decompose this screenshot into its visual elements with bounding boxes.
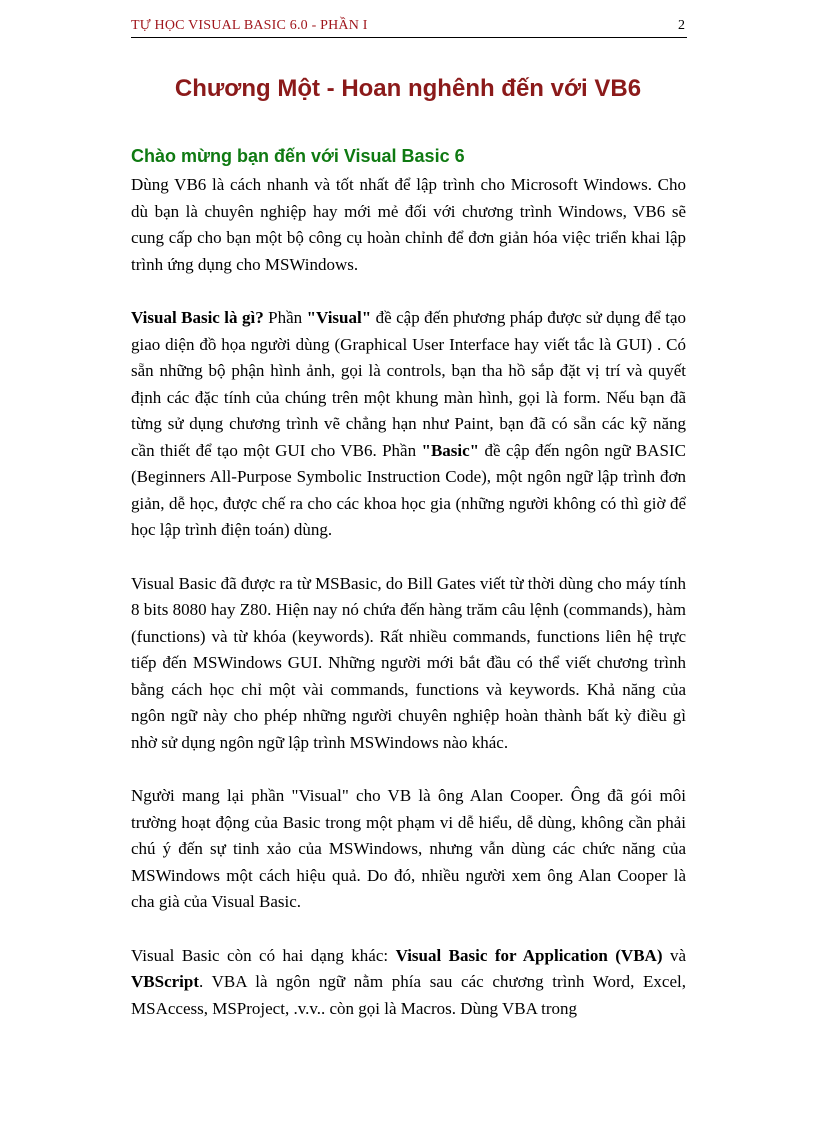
paragraph-intro: Dùng VB6 là cách nhanh và tốt nhất để lập trình cho Microsoft Windows. Cho dù bạn là chuyên nghiệp hay mới mẻ đối với chương trình Windows, VB6 sẽ cung cấp cho bạn một bộ công cụ hoàn chỉnh để đơn giản hóa việc triển khai lập trình ứng dụng cho MSWindows.: [131, 175, 686, 274]
bold-vba: Visual Basic for Application (VBA): [395, 945, 663, 965]
paragraph-text: . VBA là ngôn ngữ nằm phía sau các chương trình Word, Excel, MSAccess, MSProject, .v.v.. còn gọi là Macros. Dùng VBA trong: [131, 972, 686, 1018]
paragraph-text: Phần: [263, 308, 307, 327]
page-number: 2: [678, 18, 685, 33]
body-text: [131, 172, 686, 1049]
header-title: TỰ HỌC VISUAL BASIC 6.0 - PHẦN I: [131, 18, 368, 33]
bold-visual: "Visual": [306, 308, 372, 327]
paragraph-what-is-vb: [131, 305, 686, 544]
paragraph-text: đề cập đến ngôn ngữ BASIC (Beginners All-Purpose Symbolic Instruction Code), một ngôn ngữ lập trình đơn giản, dễ học, được chế ra cho các khoa học gia (những người không có thì giờ để học lập trình điện toán) dùng.: [131, 440, 687, 539]
paragraph-alan-cooper: Người mang lại phần "Visual" cho VB là ông Alan Cooper. Ông đã gói môi trường hoạt động của Basic trong một phạm vi dễ hiểu, dễ dùng, không cần phải chú ý đến sự tinh xảo của MSWindows, nhưng vẫn dùng các chức năng của MSWindows một cách hiệu quả. Do đó, nhiều người xem ông Alan Cooper là cha già của Visual Basic.: [131, 786, 686, 911]
chapter-title: Chương Một - Hoan nghênh đến với VB6: [174, 75, 642, 102]
bold-vbscript: VBScript: [131, 972, 199, 991]
paragraph-text: đề cập đến phương pháp được sử dụng để tạo giao diện đồ họa người dùng (Graphical User Interface hay viết tắc là GUI) . Có sẵn những bộ phận hình ảnh, gọi là controls, bạn tha hồ sắp đặt vị trí và quyết định các đặc tính của chúng trên một khung màn hình, gọi là form. Nếu bạn đã từng sử dụng chương trình vẽ chẳng hạn như Paint, bạn đã có sẵn các kỹ năng cần thiết để tạo một GUI cho VB6. Phần: [131, 308, 687, 460]
bold-lead: Visual Basic là gì?: [131, 308, 264, 327]
paragraph-history: Visual Basic đã được ra từ MSBasic, do Bill Gates viết từ thời dùng cho máy tính 8 bits 8080 hay Z80. Hiện nay nó chứa đến hàng trăm câu lệnh (commands), hàm (functions) và từ khóa (keywords). Rất nhiều commands, functions liên hệ trực tiếp đến MSWindows GUI. Những người mới bắt đầu có thể viết chương trình bằng cách học chỉ một vài commands, functions và keywords. Khả năng của ngôn ngữ này cho phép những người chuyên nghiệp hoàn thành bất kỳ điều gì nhờ sử dụng ngôn ngữ lập trình MSWindows nào khác.: [131, 573, 686, 752]
paragraph-text: và: [662, 945, 686, 965]
paragraph-text: Visual Basic còn có hai dạng khác:: [131, 945, 396, 965]
running-header: [131, 15, 687, 38]
bold-basic: "Basic": [421, 440, 480, 460]
paragraph-vb-forms: [131, 943, 686, 1023]
section-heading: Chào mừng bạn đến với Visual Basic 6: [131, 146, 465, 166]
